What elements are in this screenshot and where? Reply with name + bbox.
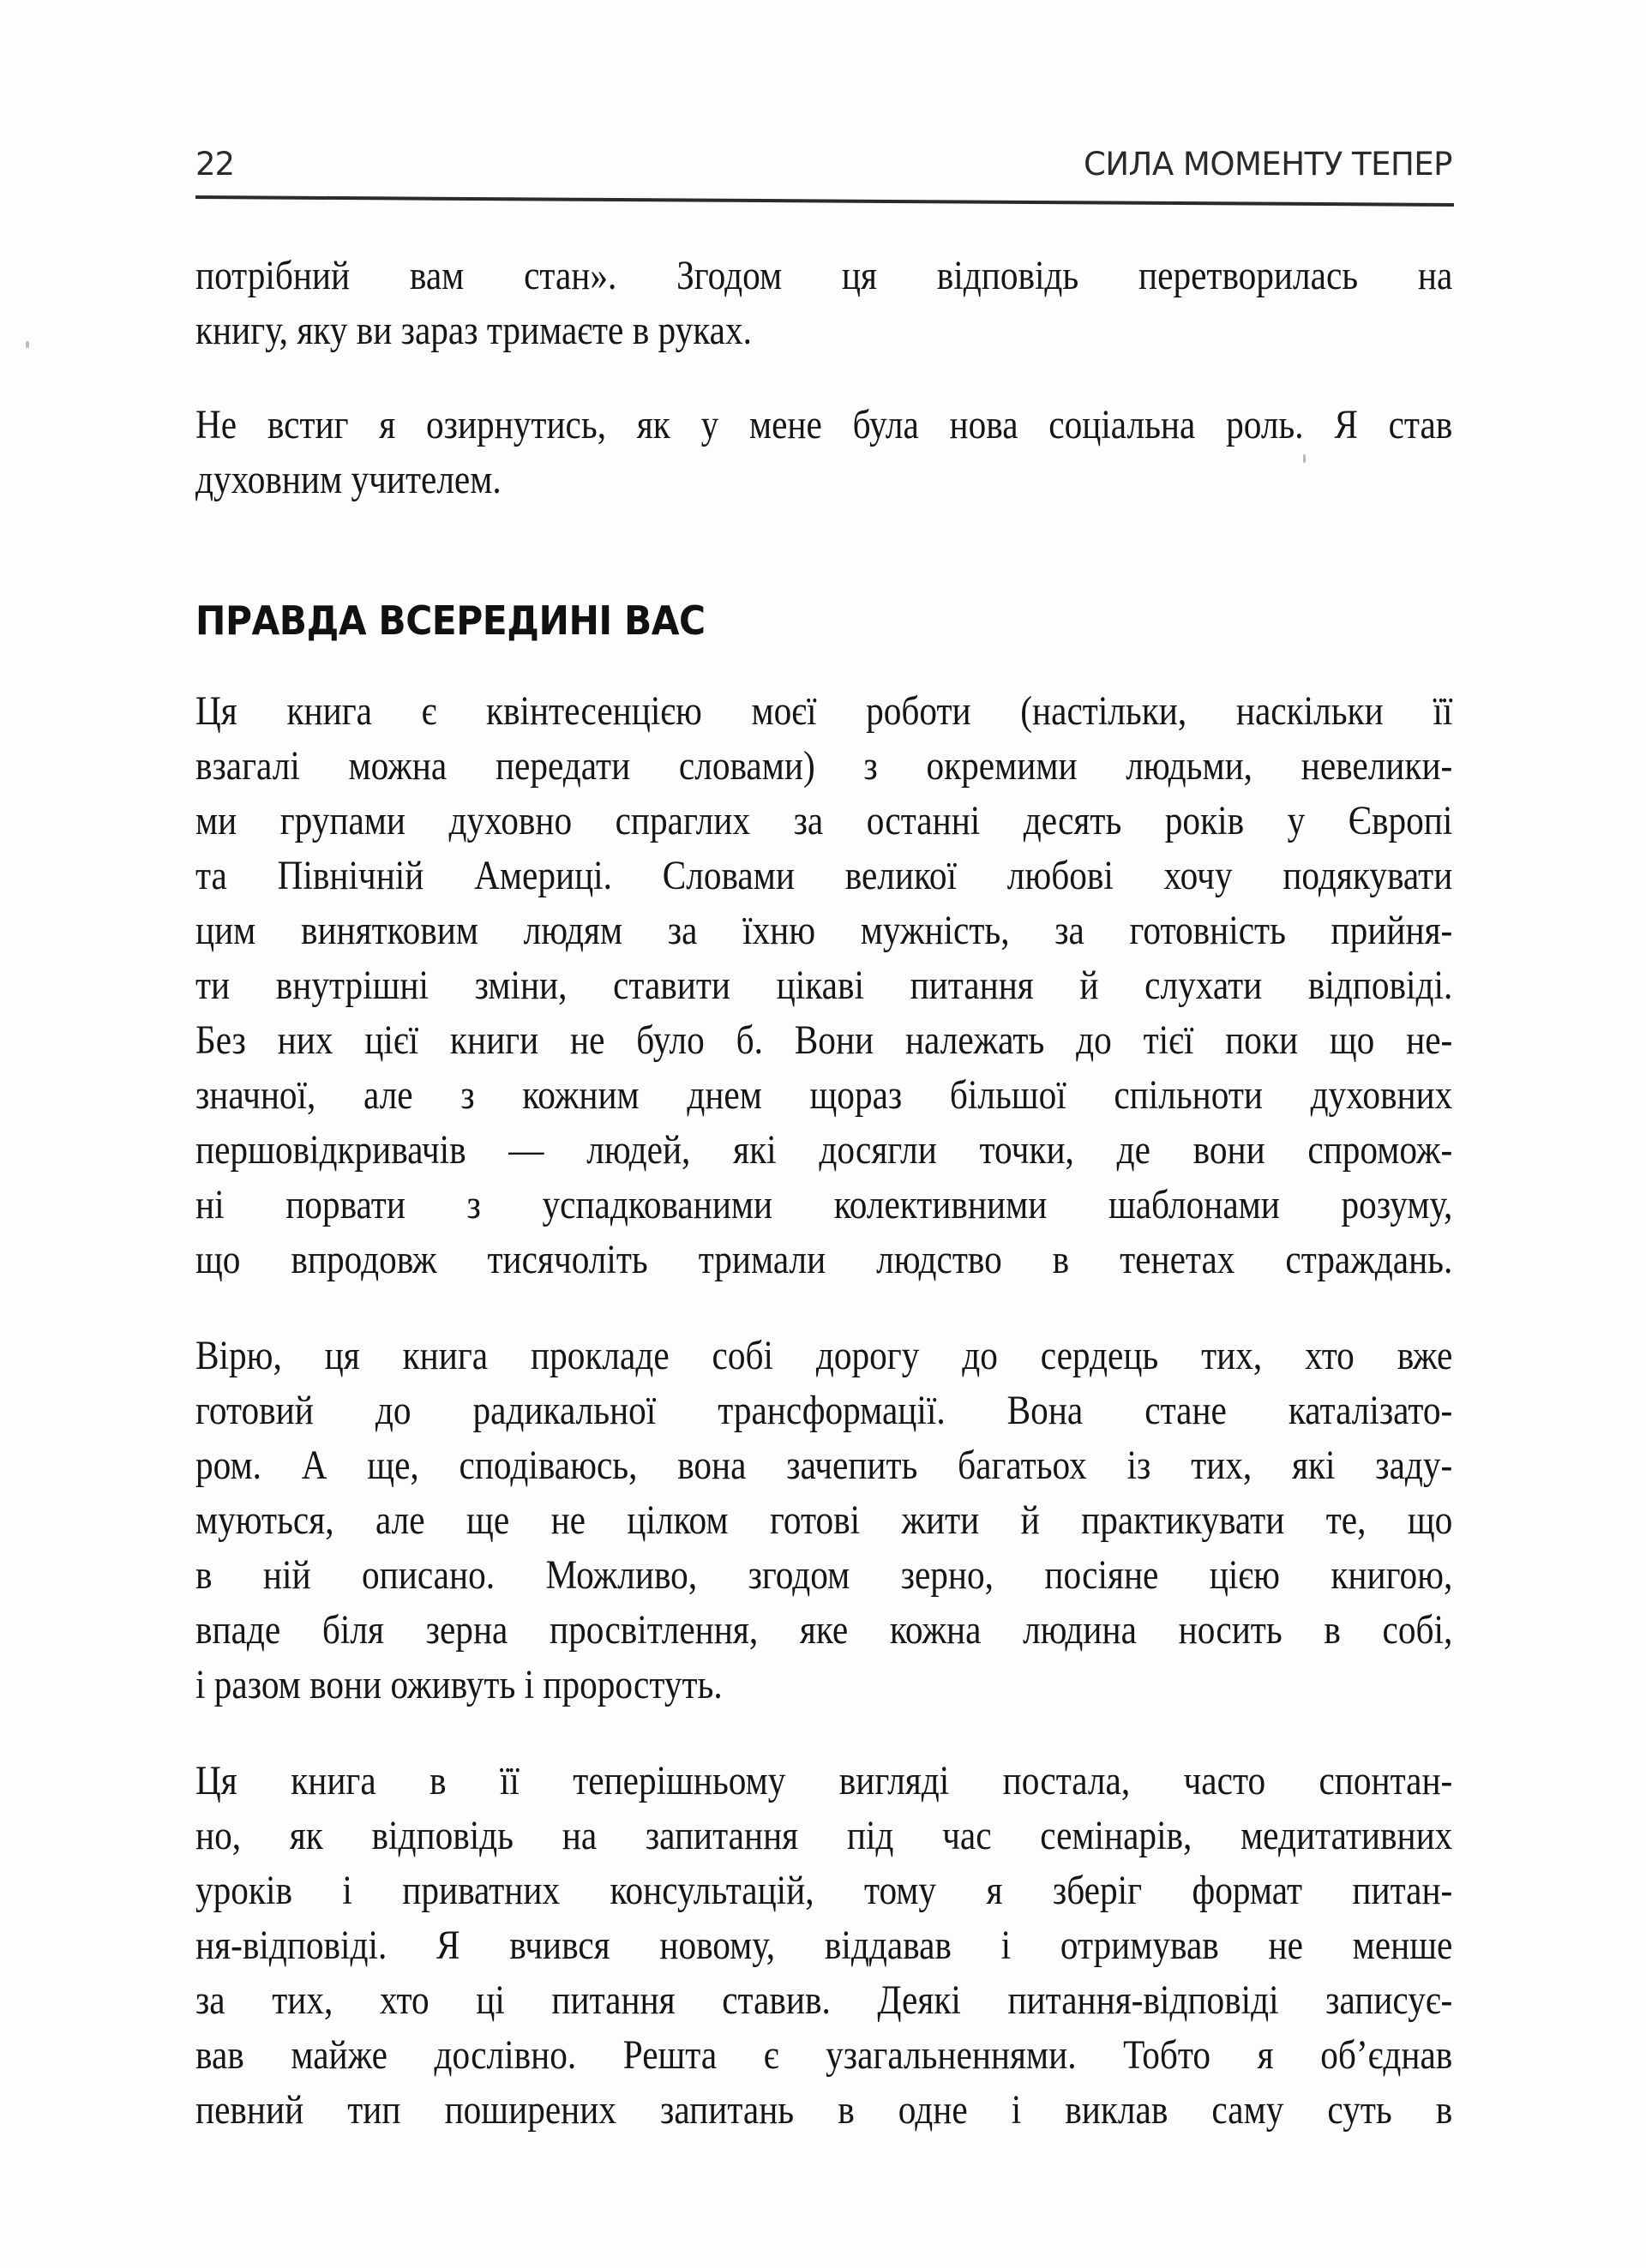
text-line: і разом вони оживуть і проростуть.: [195, 1662, 723, 1707]
running-header: [195, 142, 1452, 194]
text-line: що впродовж тисячоліть тримали людство в тенетах страждань.: [195, 1237, 1453, 1282]
text-line: ми групами духовно спраглих за останні десять років у Європі: [195, 798, 1453, 843]
text-line: за тих, хто ці питання ставив. Деякі питання-відповіді записує-: [195, 1977, 1453, 2023]
text-line: муються, але ще не цілком готові жити й практикувати те, що: [195, 1497, 1453, 1543]
text-line: но, як відповідь на запитання під час семінарів, медитативних: [195, 1813, 1453, 1858]
book-title: СИЛА МОМЕНТУ ТЕПЕР: [1084, 146, 1452, 183]
text-line: цим винятковим людям за їхню мужність, за готовність прийня-: [195, 908, 1453, 953]
text-line: книгу, яку ви зараз тримаєте в руках.: [195, 308, 752, 353]
text-line: в ній описано. Можливо, згодом зерно, посіяне цією книгою,: [195, 1552, 1453, 1598]
text-line: та Північній Америці. Словами великої любові хочу подякувати: [195, 853, 1453, 898]
page-number: 22: [195, 146, 235, 183]
text-line: вав майже дослівно. Решта є узагальненнями. Тобто я об’єднав: [195, 2032, 1453, 2078]
text-line: значної, але з кожним днем щораз більшої спільноти духовних: [195, 1072, 1453, 1118]
text-line: ти внутрішні зміни, ставити цікаві питання й слухати відповіді.: [195, 963, 1453, 1008]
text-line: потрібний вам стан». Згодом ця відповідь перетворилась на: [195, 253, 1453, 298]
header-rule: [195, 195, 1454, 207]
text-line: Ця книга в її теперішньому вигляді постала, часто спонтан-: [195, 1758, 1453, 1803]
text-line: впаде біля зерна просвітлення, яке кожна людина носить в собі,: [195, 1607, 1453, 1653]
text-line: уроків і приватних консультацій, тому я зберіг формат питан-: [195, 1868, 1453, 1913]
scan-speck: [1303, 454, 1306, 463]
text-line: ня-відповіді. Я вчився новому, віддавав і отримував не менше: [195, 1923, 1453, 1968]
scan-speck: [26, 341, 29, 348]
text-line: ні порвати з успадкованими колективними шаблонами розуму,: [195, 1182, 1453, 1227]
text-line: Без них цієї книги не було б. Вони належать до тієї поки що не-: [195, 1017, 1453, 1063]
text-line: готовий до радикальної трансформації. Вона стане каталізато-: [195, 1388, 1453, 1433]
text-line: Не встиг я озирнутись, як у мене була нова соціальна роль. Я став: [195, 402, 1453, 447]
text-line: духовним учителем.: [195, 457, 502, 502]
text-line: ром. А ще, сподіваюсь, вона зачепить багатьох із тих, які заду-: [195, 1443, 1453, 1488]
text-line: певний тип поширених запитань в одне і виклав саму суть в: [195, 2087, 1453, 2133]
text-line: Ця книга є квінтесенцією моєї роботи (настільки, наскільки її: [195, 688, 1453, 734]
section-heading: ПРАВДА ВСЕРЕДИНІ ВАС: [195, 597, 706, 644]
text-line: взагалі можна передати словами) з окремими людьми, невелики-: [195, 743, 1453, 789]
text-line: першовідкривачів — людей, які досягли точки, де вони спромож-: [195, 1127, 1453, 1173]
text-line: Вірю, ця книга прокладе собі дорогу до сердець тих, хто вже: [195, 1333, 1453, 1378]
